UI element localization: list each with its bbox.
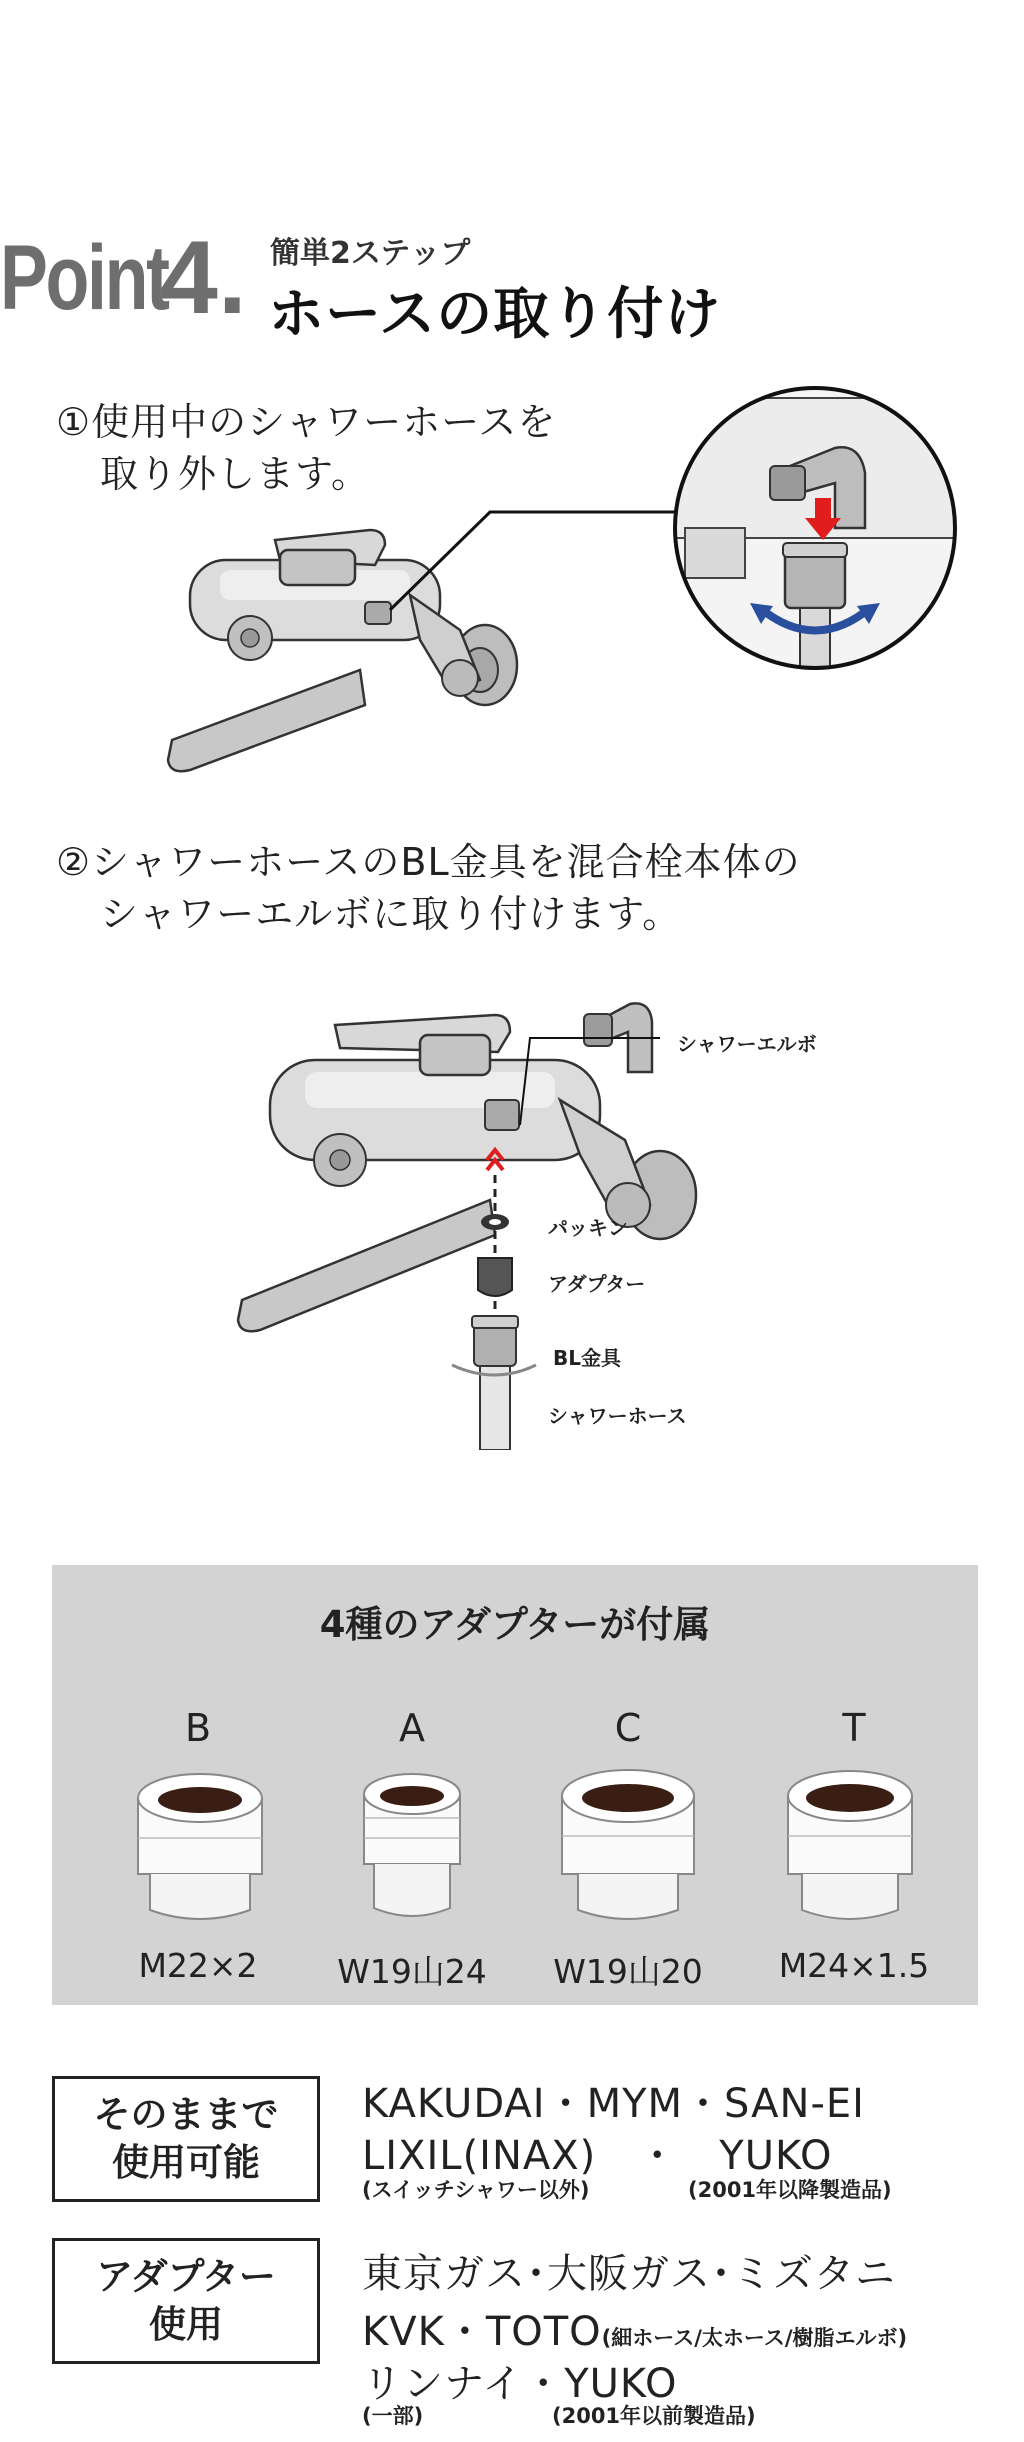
adapter-letter-c: C: [614, 1706, 642, 1750]
label-adapter: アダプター: [548, 1272, 646, 1296]
direct-use-label-line1: そのままで: [93, 2093, 279, 2136]
step2-line2: シャワーエルボに取り付けます。: [100, 892, 682, 936]
subtitle: 簡単2ステップ: [270, 236, 471, 271]
adapter-brands-line3: リンナイ・YUKO: [362, 2361, 678, 2407]
adapter-brands-line2: KVK・TOTO: [362, 2309, 602, 2355]
page-title: ホースの取り付け: [268, 282, 722, 347]
adapter-size-a: W19山24: [337, 1952, 487, 1991]
zoom-detail-circle: [665, 378, 965, 678]
adapter-note-1: (一部): [362, 2404, 424, 2428]
direct-use-label-box: [52, 2076, 320, 2202]
step1-text: [56, 396, 556, 500]
adapter-ring-b: [130, 1768, 270, 1928]
step2-text: [56, 836, 801, 940]
leader-line-1: [380, 500, 680, 620]
adapter-letter-b: B: [184, 1706, 212, 1750]
leader-line-2: [510, 1030, 670, 1130]
direct-use-label-line2: 使用可能: [112, 2141, 260, 2184]
step1-line1: ①使用中のシャワーホースを: [56, 400, 557, 444]
adapter-use-label-line1: アダプター: [96, 2255, 276, 2298]
adapter-brands-line2-note: (細ホース/太ホース/樹脂エルボ): [601, 2326, 908, 2350]
adapter-brands-line1: 東京ガス･大阪ガス･ミズタニ: [362, 2251, 896, 2297]
adapter-ring-a: [356, 1768, 468, 1928]
adapter-note-2: (2001年以前製造品): [552, 2404, 756, 2428]
label-shower-hose: シャワーホース: [548, 1404, 687, 1428]
adapter-ring-c: [556, 1762, 700, 1928]
adapter-use-label-box: [52, 2238, 320, 2364]
direct-brands-line1: KAKUDAI・MYM・SAN-EI: [362, 2081, 865, 2127]
adapter-size-b: M22×2: [138, 1946, 258, 1985]
adapter-size-t: M24×1.5: [778, 1946, 930, 1985]
point-label: Point: [0, 227, 168, 329]
label-shower-elbow: シャワーエルボ: [677, 1032, 817, 1056]
adapter-use-label-line2: 使用: [149, 2303, 223, 2346]
adapter-panel-title: 4種のアダプターが付属: [319, 1603, 711, 1646]
step1-line2: 取り外します。: [100, 452, 370, 496]
adapter-brands-line2-row: [362, 2300, 907, 2357]
adapter-size-c: W19山20: [553, 1952, 703, 1991]
point-number: 4.: [160, 220, 247, 336]
adapter-ring-t: [780, 1762, 920, 1928]
adapter-letter-t: T: [842, 1706, 866, 1750]
direct-note-1: (スイッチシャワー以外): [362, 2178, 590, 2202]
label-bl-fitting: BL金具: [553, 1346, 621, 1370]
step2-line1: ②シャワーホースのBL金具を混合栓本体の: [56, 840, 801, 884]
direct-brands-line2: LIXIL(INAX) ・ YUKO: [362, 2133, 833, 2179]
direct-note-2: (2001年以降製造品): [688, 2178, 892, 2202]
label-packing: パッキン: [548, 1216, 628, 1240]
adapter-letter-a: A: [399, 1706, 425, 1750]
